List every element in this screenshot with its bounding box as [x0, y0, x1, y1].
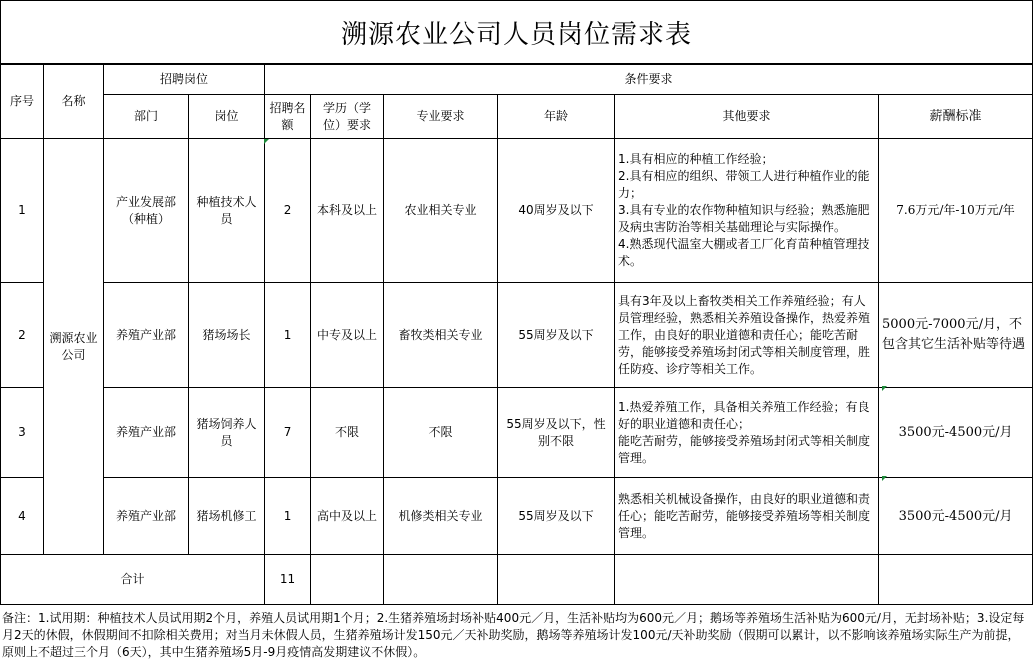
recruitment-table: [0, 63, 1033, 605]
table-title: 溯源农业公司人员岗位需求表: [0, 0, 1033, 65]
row-education: 本科及以上: [311, 139, 384, 283]
requirement-line: 3.具有专业的农作物种植知识与经验；熟悉施肥及病虫害防治等相关基础理论与实际操作。: [618, 203, 870, 234]
empty-cell: [615, 555, 879, 605]
row-dept: 产业发展部（种植）: [104, 139, 189, 283]
requirement-line: 2.具有相应的组织、带领工人进行种植作业的能力；: [618, 169, 870, 200]
row-count: 7: [265, 388, 311, 478]
table-row: [1, 478, 1033, 555]
row-major: 机修类相关专业: [384, 478, 498, 555]
requirement-line: 能吃苦耐劳，能够接受养殖场封闭式等相关制度管理。: [618, 433, 871, 465]
row-other-requirements: [615, 139, 879, 283]
empty-cell: [311, 555, 384, 605]
row-pay: 3500元-4500元/月: [879, 388, 1033, 478]
cell-comment-marker-icon: [882, 476, 887, 481]
header-age: 年龄: [498, 95, 615, 139]
footnote: 备注：1.试用期：种植技术人员试用期2个月，养殖人员试用期1个月；2.生猪养殖场封场补贴400元／月，生活补贴均为600元／月；鹅场等养殖场生活补贴为600元/月，无封场补贴；3.设定每月2天的休假，休假期间不扣除相关费用；对当月未休假人员，生猪养殖场计发150元／天补助奖励，鹅场等养殖场计发100元/天补助奖励（假期可以累计，以不影响该养殖场实际生产为前提，原则上不超过三个月（6天），其中生猪养殖场5月-9月疫情高发期建议不休假）。: [2, 611, 1025, 659]
requirement-line: 具有3年及以上畜牧类相关工作养殖经验；有人员管理经验，熟悉相关养殖设备操作，热爱养殖工作，由良好的职业道德和责任心；能吃苦耐劳，能够接受养殖场封闭式等相关制度管理，胜任防疫、诊疗等相关工作。: [618, 293, 871, 376]
row-post: 猪场场长: [189, 283, 265, 388]
total-row: [1, 555, 1033, 605]
row-post: 种植技术人员: [189, 139, 265, 283]
row-education: 高中及以上: [311, 478, 384, 555]
row-major: 畜牧类相关专业: [384, 283, 498, 388]
row-age: 55周岁及以下: [498, 478, 615, 555]
row-education: 中专及以上: [311, 283, 384, 388]
company-name: 溯源农业公司: [44, 139, 104, 555]
header-dept: 部门: [104, 95, 189, 139]
total-count: 11: [265, 555, 311, 605]
total-label: 合计: [1, 555, 265, 605]
row-pay: 5000元-7000元/月，不包含其它生活补贴等待遇: [879, 283, 1033, 388]
header-seq: 序号: [1, 64, 44, 139]
row-dept: 养殖产业部: [104, 283, 189, 388]
row-major: 农业相关专业: [384, 139, 498, 283]
row-pay: 3500元-4500元/月: [879, 478, 1033, 555]
row-post: 猪场机修工: [189, 478, 265, 555]
row-other-requirements: [615, 283, 879, 388]
row-count: 2: [265, 139, 311, 283]
row-post: 猪场饲养人员: [189, 388, 265, 478]
row-dept: 养殖产业部: [104, 478, 189, 555]
requirement-line: 1.具有相应的种植工作经验；: [618, 152, 774, 166]
empty-cell: [879, 555, 1033, 605]
row-seq: 1: [1, 139, 44, 283]
row-dept: 养殖产业部: [104, 388, 189, 478]
empty-cell: [384, 555, 498, 605]
row-seq: 3: [1, 388, 44, 478]
row-major: 不限: [384, 388, 498, 478]
row-count: 1: [265, 478, 311, 555]
header-recruit-group: 招聘岗位: [104, 64, 265, 95]
row-other-requirements: [615, 388, 879, 478]
empty-cell: [498, 555, 615, 605]
row-pay: 7.6万元/年-10万元/年: [879, 139, 1033, 283]
cell-comment-marker-icon: [264, 139, 269, 144]
row-age: 55周岁及以下，性别不限: [498, 388, 615, 478]
row-education: 不限: [311, 388, 384, 478]
row-count: 1: [265, 283, 311, 388]
header-pay: 薪酬标准: [879, 95, 1033, 139]
cell-comment-marker-icon: [882, 386, 887, 391]
row-age: 55周岁及以下: [498, 283, 615, 388]
row-other-requirements: [615, 478, 879, 555]
requirement-line: 1.热爱养殖工作，具备相关养殖工作经验；有良好的职业道德和责任心；: [618, 399, 870, 431]
header-education: 学历（学位）要求: [311, 95, 384, 139]
row-seq: 4: [1, 478, 44, 555]
header-other: 其他要求: [615, 95, 879, 139]
table-row: [1, 283, 1033, 388]
row-seq: 2: [1, 283, 44, 388]
requirement-line: 熟悉相关机械设备操作，由良好的职业道德和责任心；能吃苦耐劳，能够接受养殖场等相关制度管理。: [618, 491, 871, 540]
table-row: [1, 139, 1033, 283]
header-post: 岗位: [189, 95, 265, 139]
header-name: 名称: [44, 64, 104, 139]
header-count: 招聘名额: [265, 95, 311, 139]
header-conditions-group: 条件要求: [265, 64, 1033, 95]
header-major: 专业要求: [384, 95, 498, 139]
table-row: [1, 388, 1033, 478]
requirement-line: 4.熟悉现代温室大棚或者工厂化育苗种植管理技术。: [618, 237, 870, 268]
row-age: 40周岁及以下: [498, 139, 615, 283]
